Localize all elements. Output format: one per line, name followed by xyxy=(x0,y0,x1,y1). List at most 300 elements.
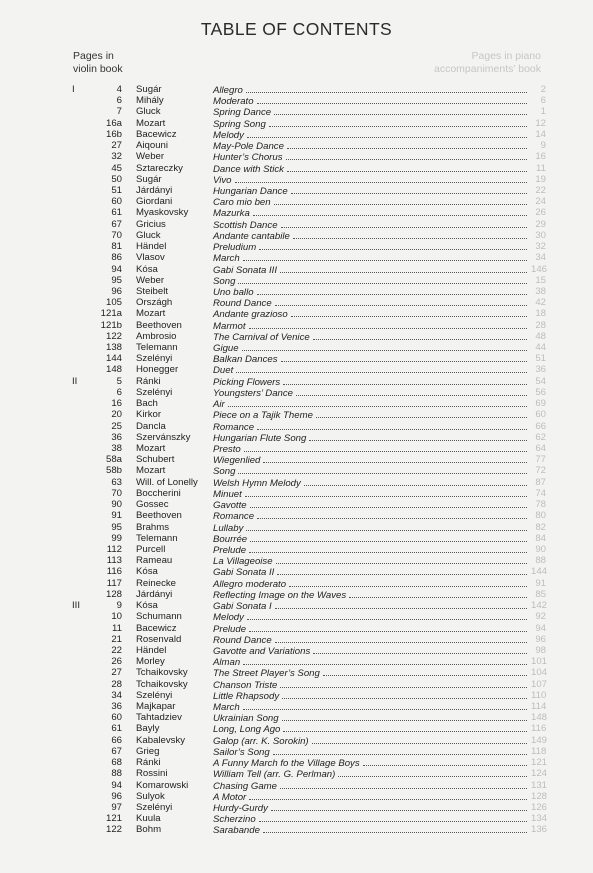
piano-page-number: 78 xyxy=(535,499,546,511)
violin-page-number: 121 xyxy=(105,813,122,825)
composer-name: Bohm xyxy=(136,824,162,836)
toc-row xyxy=(0,465,593,476)
composer-name: Járdányi xyxy=(136,184,173,196)
toc-row xyxy=(0,757,593,768)
composer-name: Kósa xyxy=(136,566,158,578)
violin-page-number: 7 xyxy=(116,106,122,118)
toc-row xyxy=(0,555,593,566)
violin-page-number: 25 xyxy=(111,420,122,432)
piece-title: Picking Flowers xyxy=(213,376,281,388)
toc-row xyxy=(0,432,593,443)
violin-page-number: 117 xyxy=(106,577,122,589)
piano-page-number: 126 xyxy=(531,802,548,813)
violin-page-number: 94 xyxy=(111,263,122,275)
dot-leader xyxy=(249,791,527,800)
piece-title: Balkan Dances xyxy=(213,354,278,366)
piece-title: Gigue xyxy=(213,343,239,355)
piano-page-number: 51 xyxy=(535,353,546,365)
toc-row xyxy=(0,241,593,252)
violin-page-number: 94 xyxy=(111,779,122,791)
dot-leader xyxy=(244,443,527,452)
toc-row xyxy=(0,488,593,499)
composer-name: Morley xyxy=(136,656,165,668)
toc-row xyxy=(0,454,593,465)
violin-page-number: 113 xyxy=(106,555,122,567)
piece-title: Air xyxy=(213,399,225,411)
violin-page-number: 91 xyxy=(111,510,122,522)
composer-name: Weber xyxy=(136,274,165,286)
toc-row xyxy=(0,129,593,140)
toc-row xyxy=(0,791,593,802)
piano-page-number: 19 xyxy=(535,173,546,185)
composer-name: Beethoven xyxy=(136,319,182,331)
piece-title: Hungarian Dance xyxy=(213,185,288,197)
dot-leader xyxy=(257,510,527,519)
toc-row xyxy=(0,320,593,331)
composer-name: Szelényi xyxy=(136,689,173,701)
violin-header-line-1: Pages in xyxy=(73,50,114,62)
piano-page-number: 74 xyxy=(535,487,546,499)
violin-page-number: 6 xyxy=(116,95,122,107)
dot-leader xyxy=(243,656,527,665)
toc-row xyxy=(0,611,593,622)
violin-page-number: 81 xyxy=(111,241,122,253)
dot-leader xyxy=(280,264,527,273)
piece-title: Round Dance xyxy=(213,298,272,310)
piano-page-number: 77 xyxy=(535,454,546,466)
piano-page-number: 15 xyxy=(535,274,546,286)
violin-page-number: 16b xyxy=(105,128,122,140)
piece-title: Marmot xyxy=(213,320,246,332)
composer-name: Weber xyxy=(136,151,165,163)
composer-name: Ránki xyxy=(136,375,161,387)
toc-row xyxy=(0,342,593,353)
dot-leader xyxy=(293,230,527,239)
toc-row xyxy=(0,499,593,510)
composer-name: Aiqouni xyxy=(136,140,169,152)
dot-leader xyxy=(250,533,527,542)
piece-title: Andante grazioso xyxy=(213,309,288,321)
composer-name: Telemann xyxy=(136,342,178,354)
toc-row xyxy=(0,275,593,286)
piano-page-number: 142 xyxy=(531,600,548,612)
piece-title: Chasing Game xyxy=(213,780,277,792)
piece-title: La Villageoise xyxy=(213,556,273,568)
toc-row xyxy=(0,95,593,106)
violin-page-number: 61 xyxy=(111,723,122,735)
piano-page-number: 98 xyxy=(535,644,546,656)
toc-list xyxy=(0,84,593,836)
dot-leader xyxy=(253,207,527,216)
piece-title: Preludium xyxy=(213,242,257,254)
composer-name: Sugár xyxy=(136,84,162,95)
dot-leader xyxy=(287,140,527,149)
piano-page-number: 87 xyxy=(535,476,546,488)
dot-leader xyxy=(238,465,527,474)
composer-name: Grieg xyxy=(136,745,160,757)
dot-leader xyxy=(289,578,527,587)
piano-page-number: 149 xyxy=(531,734,548,746)
composer-name: Kabalevsky xyxy=(136,734,186,746)
composer-name: Szelényi xyxy=(136,386,173,398)
dot-leader xyxy=(291,308,527,317)
toc-row xyxy=(0,308,593,319)
piano-page-number: 6 xyxy=(540,95,546,107)
composer-name: Bayly xyxy=(136,723,160,735)
composer-name: Országh xyxy=(136,297,173,309)
toc-row xyxy=(0,106,593,117)
piece-title: Dance with Stick xyxy=(213,163,284,175)
dot-leader xyxy=(286,151,528,160)
dot-leader xyxy=(283,723,527,732)
piece-title: Caro mio ben xyxy=(213,197,271,209)
toc-row xyxy=(0,522,593,533)
violin-page-number: 6 xyxy=(116,386,122,398)
section-number: III xyxy=(72,600,80,612)
piano-page-number: 91 xyxy=(535,577,546,589)
dot-leader xyxy=(257,421,527,430)
dot-leader xyxy=(259,813,527,822)
violin-page-number: 51 xyxy=(111,184,122,196)
composer-name: Purcell xyxy=(136,543,166,555)
dot-leader xyxy=(275,297,527,306)
composer-name: Dancla xyxy=(136,420,166,432)
violin-page-number: 121a xyxy=(100,308,122,320)
violin-page-number: 67 xyxy=(111,745,122,757)
composer-name: Járdányi xyxy=(136,588,173,600)
violin-page-number: 88 xyxy=(111,768,122,780)
piece-title: A Motor xyxy=(213,791,247,803)
composer-name: Gricius xyxy=(136,218,166,230)
dot-leader xyxy=(275,600,527,609)
dot-leader xyxy=(247,611,527,620)
piece-title: May-Pole Dance xyxy=(213,141,284,153)
piano-page-number: 94 xyxy=(535,622,546,634)
composer-name: Sugár xyxy=(136,173,162,185)
piece-title: Allegro moderato xyxy=(213,578,287,590)
piano-page-number: 14 xyxy=(535,128,546,140)
violin-page-number: 148 xyxy=(105,364,122,376)
violin-page-number: 5 xyxy=(116,375,122,387)
dot-leader xyxy=(236,364,527,373)
piece-title: March xyxy=(213,702,240,714)
toc-row xyxy=(0,735,593,746)
composer-name: Bach xyxy=(136,398,158,410)
composer-name: Komarowski xyxy=(136,779,189,791)
composer-name: Mozart xyxy=(136,308,166,320)
piano-page-number: 110 xyxy=(531,689,547,701)
piece-title: March xyxy=(213,253,240,265)
piano-page-number: 146 xyxy=(531,263,548,275)
toc-row xyxy=(0,376,593,387)
composer-name: Myaskovsky xyxy=(136,207,189,219)
toc-row xyxy=(0,813,593,824)
toc-row xyxy=(0,600,593,611)
toc-row xyxy=(0,219,593,230)
toc-row xyxy=(0,364,593,375)
composer-name: Ránki xyxy=(136,757,161,769)
composer-name: Rameau xyxy=(136,555,173,567)
dot-leader xyxy=(282,690,527,699)
piano-page-number: 116 xyxy=(531,723,547,735)
piano-page-number: 1 xyxy=(540,106,546,118)
dot-leader xyxy=(249,623,527,632)
dot-leader xyxy=(280,780,527,789)
piece-title: Mazurka xyxy=(213,208,250,220)
toc-row xyxy=(0,623,593,634)
dot-leader xyxy=(269,118,527,127)
piece-title: Song xyxy=(213,466,236,478)
dot-leader xyxy=(291,185,527,194)
composer-name: Telemann xyxy=(136,532,178,544)
violin-page-number: 16a xyxy=(105,117,122,129)
piano-page-number: 96 xyxy=(535,633,546,645)
violin-page-number: 90 xyxy=(111,499,122,511)
toc-row xyxy=(0,780,593,791)
toc-row xyxy=(0,824,593,835)
violin-page-number: 96 xyxy=(111,790,122,802)
dot-leader xyxy=(309,432,527,441)
dot-leader xyxy=(280,679,527,688)
violin-page-number: 58b xyxy=(105,465,122,477)
piece-title: Uno ballo xyxy=(213,286,254,298)
dot-leader xyxy=(243,701,527,710)
piano-page-number: 54 xyxy=(535,375,546,387)
violin-page-number: 9 xyxy=(116,600,122,612)
violin-page-number: 112 xyxy=(106,543,122,555)
piano-page-number: 32 xyxy=(535,241,546,253)
composer-name: Sulyok xyxy=(136,790,165,802)
composer-name: Szelényi xyxy=(136,353,173,365)
toc-row xyxy=(0,701,593,712)
composer-name: Sztareczky xyxy=(136,162,183,174)
dot-leader xyxy=(338,768,527,777)
piano-page-number: 36 xyxy=(535,364,546,376)
violin-page-number: 28 xyxy=(111,678,122,690)
piano-page-number: 18 xyxy=(535,308,546,320)
dot-leader xyxy=(281,219,527,228)
piano-page-number: 121 xyxy=(531,757,548,769)
toc-row xyxy=(0,398,593,409)
composer-name: Kirkor xyxy=(136,409,162,421)
piano-page-number: 29 xyxy=(535,218,546,230)
toc-row xyxy=(0,768,593,779)
toc-row xyxy=(0,409,593,420)
dot-leader xyxy=(259,241,527,250)
piece-title: Gabi Sonata III xyxy=(213,264,277,276)
composer-name: Tchaikovsky xyxy=(136,667,188,679)
composer-name: Bacewicz xyxy=(136,128,177,140)
violin-page-number: 38 xyxy=(111,443,122,454)
violin-page-number: 60 xyxy=(111,196,122,208)
piano-page-number: 85 xyxy=(535,588,546,600)
dot-leader xyxy=(277,566,527,575)
dot-leader xyxy=(246,84,527,93)
section-number: I xyxy=(72,84,75,95)
dot-leader xyxy=(281,353,527,362)
composer-name: Mihály xyxy=(136,95,164,107)
dot-leader xyxy=(249,320,527,329)
toc-row xyxy=(0,746,593,757)
piece-title: The Street Player’s Song xyxy=(213,668,320,680)
piano-page-number: 60 xyxy=(535,409,546,421)
piece-title: Hunter’s Chorus xyxy=(213,152,283,164)
violin-page-number: 27 xyxy=(111,140,122,152)
piece-title: Melody xyxy=(213,129,244,141)
dot-leader xyxy=(316,409,527,418)
composer-name: Kósa xyxy=(136,263,158,275)
violin-page-number: 26 xyxy=(111,656,122,668)
toc-row xyxy=(0,331,593,342)
violin-page-number: 27 xyxy=(111,667,122,679)
dot-leader xyxy=(282,712,527,721)
piano-page-number: 136 xyxy=(531,824,548,836)
toc-row xyxy=(0,667,593,678)
piece-title: Gabi Sonata I xyxy=(213,601,272,613)
dot-leader xyxy=(263,454,527,463)
composer-name: Szervánszky xyxy=(136,431,191,443)
piece-title: Gavotte xyxy=(213,500,247,512)
piece-title: Piece on a Tajik Theme xyxy=(213,410,313,422)
piece-title: Gavotte and Variations xyxy=(213,645,311,657)
violin-page-number: 121b xyxy=(100,319,122,331)
toc-row xyxy=(0,151,593,162)
violin-page-number: 95 xyxy=(111,274,122,286)
dot-leader xyxy=(273,746,527,755)
piano-page-number: 84 xyxy=(535,532,546,544)
composer-name: Will. of Lonelly xyxy=(136,476,198,488)
piece-title: Hurdy-Gurdy xyxy=(213,803,268,814)
violin-page-number: 122 xyxy=(105,330,122,342)
composer-name: Händel xyxy=(136,644,167,656)
piece-title: Melody xyxy=(213,612,244,624)
piece-title: Duet xyxy=(213,365,234,377)
violin-page-number: 144 xyxy=(105,353,122,365)
piece-title: Minuet xyxy=(213,488,242,500)
violin-page-number: 10 xyxy=(111,611,122,623)
piano-page-number: 11 xyxy=(536,162,546,174)
toc-row xyxy=(0,174,593,185)
piece-title: Allegro xyxy=(213,85,243,96)
violin-page-number: 105 xyxy=(105,297,122,309)
composer-name: Boccherini xyxy=(136,487,181,499)
piano-book-header xyxy=(434,50,541,76)
violin-page-number: 97 xyxy=(111,802,122,813)
piece-title: William Tell (arr. G. Perlman) xyxy=(213,769,336,781)
violin-page-number: 122 xyxy=(105,824,122,836)
dot-leader xyxy=(312,735,527,744)
violin-page-number: 60 xyxy=(111,712,122,724)
violin-page-number: 34 xyxy=(111,689,122,701)
piece-title: Prelude xyxy=(213,544,247,556)
composer-name: Szelényi xyxy=(136,802,173,813)
piano-page-number: 12 xyxy=(535,117,546,129)
piano-page-number: 101 xyxy=(531,656,548,668)
violin-page-number: 32 xyxy=(111,151,122,163)
dot-leader xyxy=(245,488,527,497)
piece-title: Long, Long Ago xyxy=(213,724,281,736)
composer-name: Mozart xyxy=(136,443,166,454)
piano-page-number: 26 xyxy=(535,207,546,219)
toc-row xyxy=(0,297,593,308)
piano-page-number: 66 xyxy=(535,420,546,432)
piano-page-number: 92 xyxy=(535,611,546,623)
toc-row xyxy=(0,264,593,275)
piano-page-number: 69 xyxy=(535,398,546,410)
piano-page-number: 104 xyxy=(531,667,548,679)
toc-row xyxy=(0,118,593,129)
toc-row xyxy=(0,589,593,600)
violin-page-number: 36 xyxy=(111,701,122,713)
piece-title: Scottish Dance xyxy=(213,219,278,231)
piano-page-number: 48 xyxy=(535,330,546,342)
violin-page-number: 61 xyxy=(111,207,122,219)
piano-page-number: 90 xyxy=(535,543,546,555)
piece-title: Bourrée xyxy=(213,533,248,545)
piece-title: Ukrainian Song xyxy=(213,713,279,725)
violin-page-number: 99 xyxy=(111,532,122,544)
toc-row xyxy=(0,723,593,734)
piano-page-number: 82 xyxy=(535,521,546,533)
violin-page-number: 70 xyxy=(111,229,122,241)
violin-page-number: 4 xyxy=(116,84,122,95)
toc-row xyxy=(0,387,593,398)
dot-leader xyxy=(349,589,527,598)
piece-title: Vivo xyxy=(213,174,232,186)
piece-title: Spring Dance xyxy=(213,107,272,119)
toc-row xyxy=(0,645,593,656)
piano-page-number: 107 xyxy=(531,678,548,690)
dot-leader xyxy=(313,331,527,340)
dot-leader xyxy=(276,555,527,564)
piano-page-number: 88 xyxy=(535,555,546,567)
violin-page-number: 96 xyxy=(111,285,122,297)
piece-title: Youngsters’ Dance xyxy=(213,387,294,399)
composer-name: Brahms xyxy=(136,521,170,533)
dot-leader xyxy=(287,163,527,172)
violin-page-number: 45 xyxy=(111,162,122,174)
dot-leader xyxy=(274,106,527,115)
piece-title: Round Dance xyxy=(213,634,272,646)
toc-row xyxy=(0,353,593,364)
piano-page-number: 134 xyxy=(531,813,548,825)
composer-name: Schumann xyxy=(136,611,182,623)
toc-row xyxy=(0,690,593,701)
composer-name: Gluck xyxy=(136,106,161,118)
toc-row xyxy=(0,566,593,577)
dot-leader xyxy=(313,645,527,654)
composer-name: Vlasov xyxy=(136,252,165,264)
dot-leader xyxy=(274,196,527,205)
composer-name: Schubert xyxy=(136,454,175,466)
piece-title: Wiegenlied xyxy=(213,455,261,467)
piece-title: Scherzino xyxy=(213,814,256,826)
piano-page-number: 24 xyxy=(535,196,546,208)
piano-page-number: 144 xyxy=(531,566,548,578)
dot-leader xyxy=(263,824,527,833)
piano-page-number: 56 xyxy=(535,386,546,398)
piece-title: Romance xyxy=(213,421,255,433)
dot-leader xyxy=(250,499,527,508)
dot-leader xyxy=(246,522,527,531)
toc-row xyxy=(0,140,593,151)
toc-row xyxy=(0,196,593,207)
toc-row xyxy=(0,477,593,488)
violin-page-number: 21 xyxy=(111,633,122,645)
page-title: TABLE OF CONTENTS xyxy=(200,19,393,39)
dot-leader xyxy=(247,129,527,138)
piece-title: Lullaby xyxy=(213,522,244,534)
